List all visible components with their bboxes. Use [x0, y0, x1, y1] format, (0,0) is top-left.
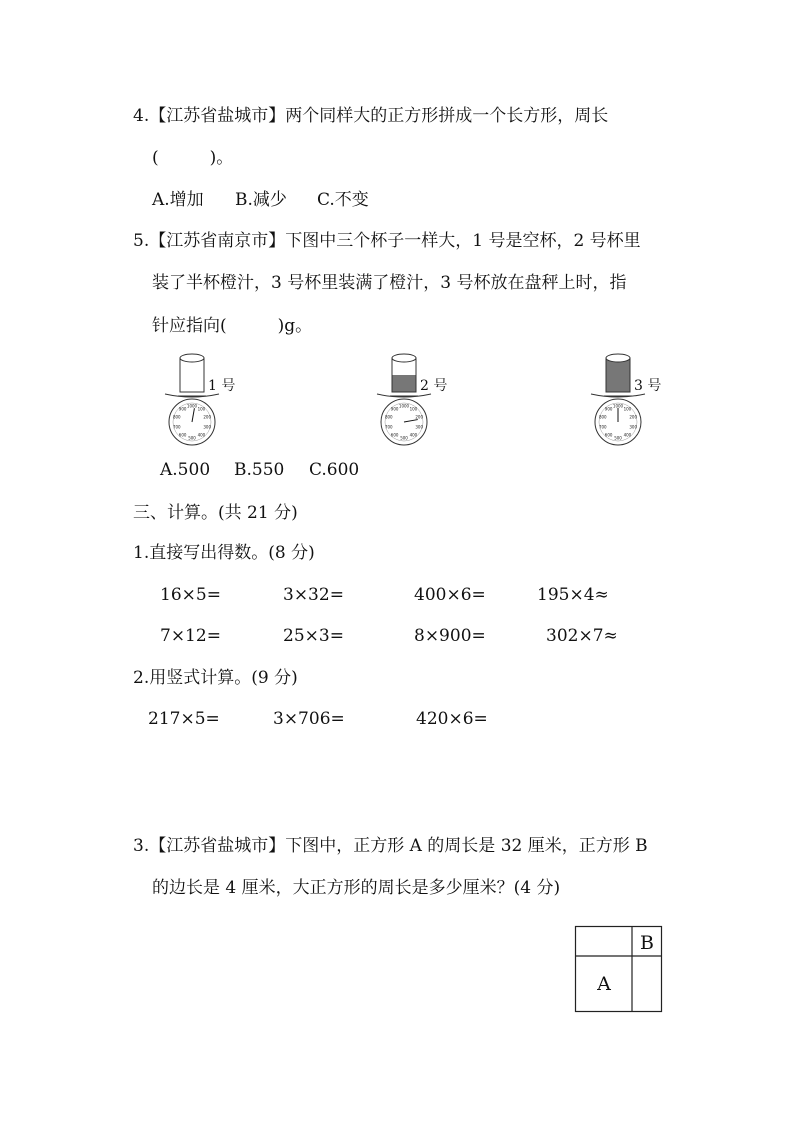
calc-item: 25×3= [283, 626, 344, 646]
scale-2 [377, 354, 447, 445]
q5-option-c: C.600 [309, 460, 360, 480]
q5-line1: 5.【江苏省南京市】下图中三个杯子一样大，1 号是空杯，2 号杯里 [133, 231, 641, 251]
dial-tick-label: 200 [415, 414, 424, 420]
scales-figure [150, 348, 670, 448]
dial-tick-label: 300 [415, 424, 424, 430]
vertical-calc-item: 420×6= [416, 709, 488, 729]
q4-option-b: B.减少 [235, 190, 287, 210]
part3-line2: 的边长是 4 厘米，大正方形的周长是多少厘米？(4 分) [152, 878, 561, 898]
dial-tick-label: 900 [178, 406, 187, 412]
calc-item: 3×32= [283, 585, 344, 605]
dial-tick-label: 500 [614, 435, 622, 441]
dial-tick-label: 400 [409, 432, 418, 438]
dial-tick-label: 600 [390, 432, 399, 438]
dial-tick-label: 400 [623, 432, 632, 438]
dial-tick-label: 200 [629, 414, 638, 420]
vertical-calc-item: 217×5= [148, 709, 220, 729]
q5-option-b: B.550 [234, 460, 285, 480]
part3-line1: 3.【江苏省盐城市】下图中，正方形 A 的周长是 32 厘米，正方形 B [133, 836, 648, 856]
dial-tick-label: 700 [172, 424, 181, 430]
q5-line2: 装了半杯橙汁，3 号杯里装满了橙汁，3 号杯放在盘秤上时，指 [152, 273, 627, 293]
cup-2-fill [392, 375, 416, 392]
dial-tick-label: 500 [400, 435, 408, 441]
square-b-label: B [640, 932, 654, 954]
q4-option-c: C.不变 [317, 190, 369, 210]
dial-tick-label: 400 [197, 432, 206, 438]
dial-tick-label: 200 [203, 414, 212, 420]
calc-item: 8×900= [414, 626, 486, 646]
dial-tick-label: 1000 [612, 403, 624, 409]
q5-option-a: A.500 [160, 460, 211, 480]
dial-tick-label: 800 [172, 414, 181, 420]
calc-item: 302×7≈ [546, 626, 618, 646]
scale-3-label: 3 号 [634, 378, 662, 394]
part2-title: 2.用竖式计算。(9 分) [133, 668, 298, 688]
q5-line3: 针应指向( )g。 [152, 316, 313, 336]
calc-item: 400×6= [414, 585, 486, 605]
dial-tick-label: 1000 [398, 403, 410, 409]
dial-tick-label: 100 [197, 406, 206, 412]
scale-3 [591, 354, 661, 445]
dial-tick-label: 1000 [186, 403, 198, 409]
dial-tick-label: 700 [598, 424, 607, 430]
dial-tick-label: 100 [623, 406, 632, 412]
vertical-calc-item: 3×706= [273, 709, 345, 729]
calc-item: 195×4≈ [537, 585, 609, 605]
dial-tick-label: 800 [384, 414, 393, 420]
dial-tick-label: 600 [604, 432, 613, 438]
dial-tick-label: 600 [178, 432, 187, 438]
q4-line2: ( )。 [152, 148, 234, 168]
scale-1 [165, 354, 235, 445]
dial-tick-label: 500 [188, 435, 196, 441]
dial-tick-label: 300 [629, 424, 638, 430]
square-a-label: A [597, 973, 611, 995]
squares-diagram [574, 925, 664, 1015]
dial-tick-label: 900 [390, 406, 399, 412]
dial-tick-label: 700 [384, 424, 393, 430]
dial-tick-label: 900 [604, 406, 613, 412]
calc-item: 16×5= [160, 585, 221, 605]
q4-option-a: A.增加 [152, 190, 204, 210]
dial-tick-label: 800 [598, 414, 607, 420]
calc-item: 7×12= [160, 626, 221, 646]
scale-1-label: 1 号 [208, 378, 236, 394]
dial-tick-label: 300 [203, 424, 212, 430]
section3-title: 三、计算。(共 21 分) [133, 503, 298, 523]
part1-title: 1.直接写出得数。(8 分) [133, 543, 315, 563]
cup-1 [180, 358, 204, 392]
cup-3-fill [606, 358, 630, 392]
dial-tick-label: 100 [409, 406, 418, 412]
scale-2-label: 2 号 [420, 378, 448, 394]
q4-line1: 4.【江苏省盐城市】两个同样大的正方形拼成一个长方形，周长 [133, 106, 609, 126]
